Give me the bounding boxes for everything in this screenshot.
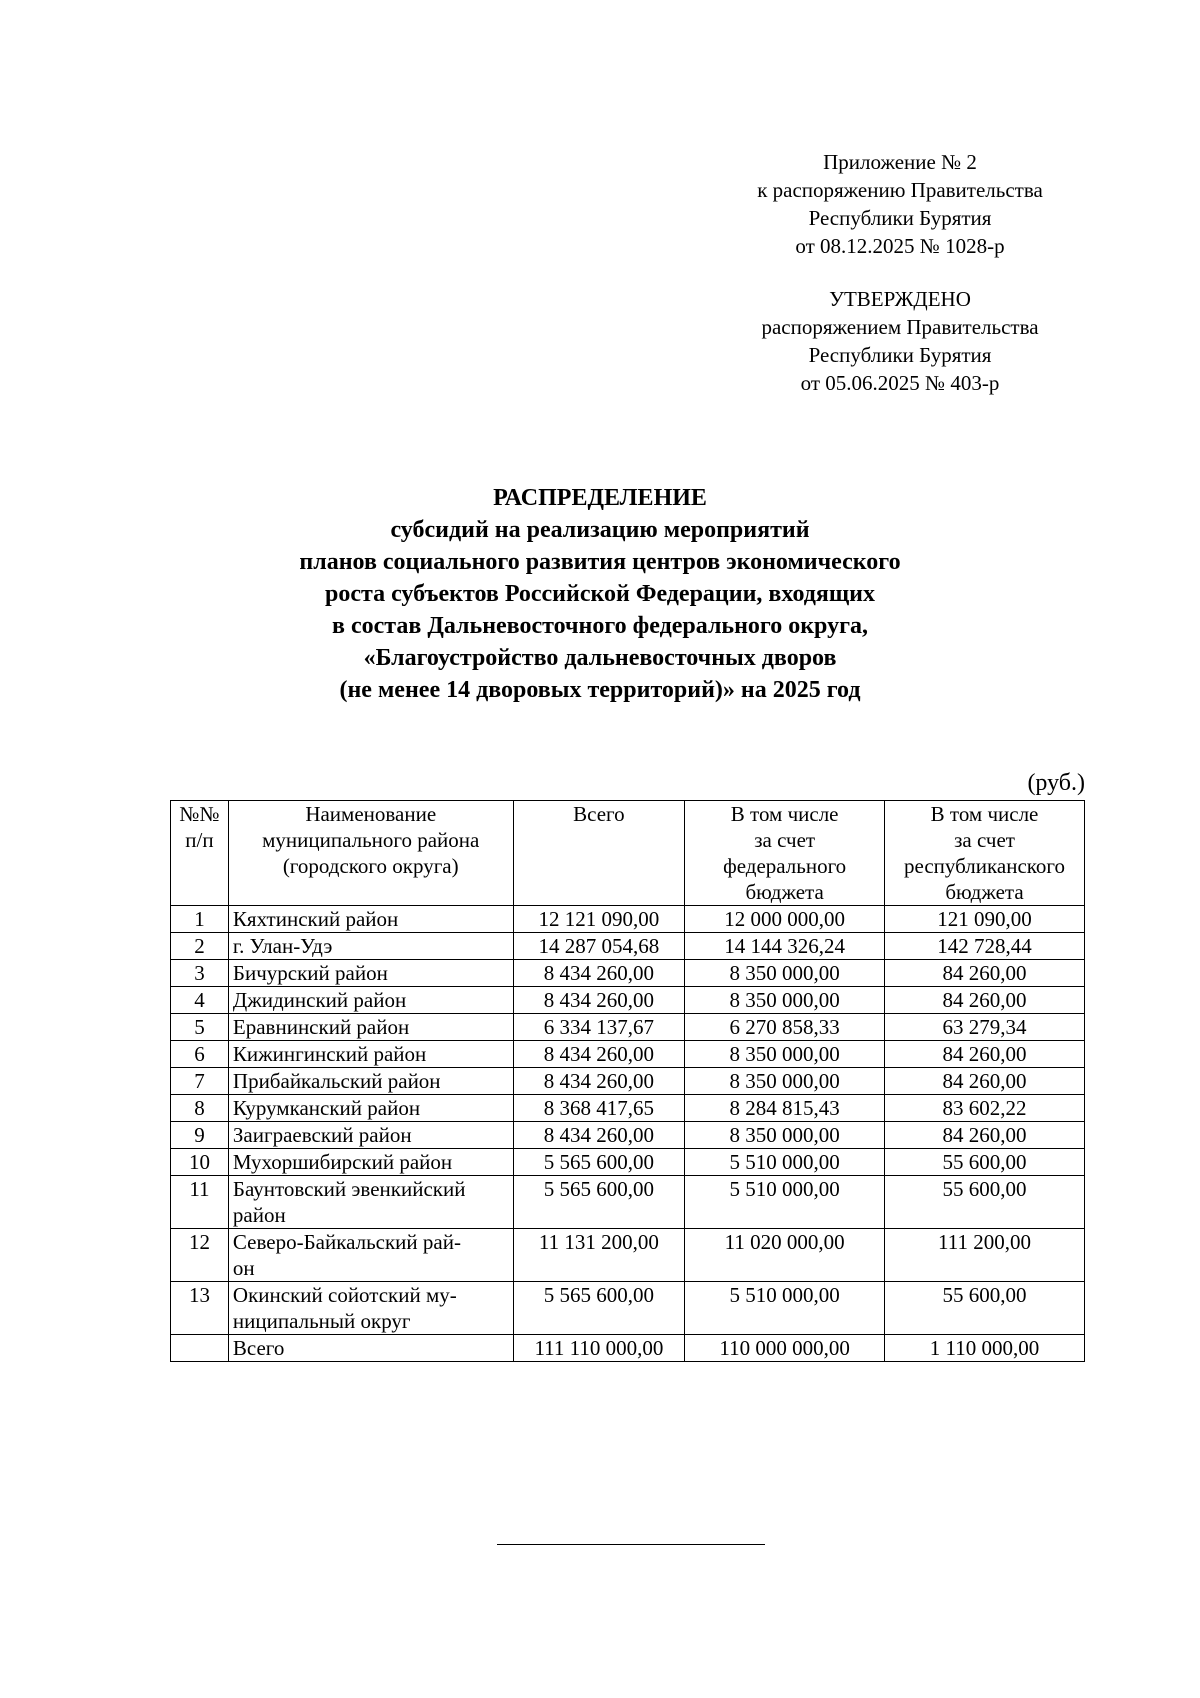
row-federal: 14 144 326,24 [685,933,885,960]
row-republic: 55 600,00 [885,1282,1085,1335]
row-republic: 55 600,00 [885,1176,1085,1229]
row-federal: 12 000 000,00 [685,906,885,933]
row-federal: 11 020 000,00 [685,1229,885,1282]
total-row-republic: 1 110 000,00 [885,1335,1085,1362]
table-row [171,906,1085,933]
row-name: Бичурский район [228,960,513,987]
row-republic: 142 728,44 [885,933,1085,960]
table-row [171,933,1085,960]
header-federal: В том числе за счет федерального бюджета [685,801,885,906]
row-number: 9 [171,1122,229,1149]
table-row [171,987,1085,1014]
row-republic: 84 260,00 [885,1068,1085,1095]
row-republic: 83 602,22 [885,1095,1085,1122]
row-republic: 84 260,00 [885,1041,1085,1068]
row-number: 8 [171,1095,229,1122]
row-republic: 84 260,00 [885,960,1085,987]
row-total: 5 565 600,00 [513,1176,685,1229]
row-republic: 55 600,00 [885,1149,1085,1176]
header-number: №№ п/п [171,801,229,906]
table-row [171,1149,1085,1176]
row-number: 4 [171,987,229,1014]
appendix-line: к распоряжению Правительства [757,178,1043,202]
row-name: Мухоршибирский район [228,1149,513,1176]
row-number: 5 [171,1014,229,1041]
row-total: 8 434 260,00 [513,1041,685,1068]
row-name: Заиграевский район [228,1122,513,1149]
table-row [171,1176,1085,1229]
approved-block [690,285,1110,397]
row-total: 14 287 054,68 [513,933,685,960]
row-name: Курумканский район [228,1095,513,1122]
row-total: 11 131 200,00 [513,1229,685,1282]
row-name: Кижингинский район [228,1041,513,1068]
total-row-federal: 110 000 000,00 [685,1335,885,1362]
header-total: Всего [513,801,685,906]
row-total: 12 121 090,00 [513,906,685,933]
title-line: роста субъектов Российской Федерации, входящих [325,581,875,607]
table-header-row [171,801,1085,906]
table-row [171,1068,1085,1095]
row-name: Джидинский район [228,987,513,1014]
row-republic: 111 200,00 [885,1229,1085,1282]
table-row [171,1122,1085,1149]
header-republic: В том числе за счет республиканского бюджета [885,801,1085,906]
row-name: г. Улан-Удэ [228,933,513,960]
title-line: в состав Дальневосточного федерального округа, [332,613,868,639]
row-number: 11 [171,1176,229,1229]
table-total-row [171,1335,1085,1362]
row-number: 13 [171,1282,229,1335]
row-number: 6 [171,1041,229,1068]
approved-line: УТВЕРЖДЕНО [829,287,971,311]
title-line: РАСПРЕДЕЛЕНИЕ [493,485,707,511]
title-line: планов социального развития центров экономического [299,549,901,575]
row-republic: 84 260,00 [885,987,1085,1014]
row-name: Окинский сойотский му- ниципальный округ [228,1282,513,1335]
table-row [171,960,1085,987]
header-name: Наименование муниципального района (городского округа) [228,801,513,906]
approved-line: Республики Бурятия [808,343,992,367]
document-title [150,482,1050,706]
row-federal: 5 510 000,00 [685,1282,885,1335]
row-republic: 84 260,00 [885,1122,1085,1149]
row-federal: 8 284 815,43 [685,1095,885,1122]
row-federal: 8 350 000,00 [685,1122,885,1149]
currency-unit: (руб.) [1027,770,1085,796]
approved-line: распоряжением Правительства [761,315,1039,339]
title-line: субсидий на реализацию мероприятий [390,517,810,543]
row-total: 5 565 600,00 [513,1282,685,1335]
row-republic: 121 090,00 [885,906,1085,933]
row-number: 2 [171,933,229,960]
row-total: 8 434 260,00 [513,960,685,987]
row-number: 3 [171,960,229,987]
table-row [171,1014,1085,1041]
row-name: Баунтовский эвенкийский район [228,1176,513,1229]
row-republic: 63 279,34 [885,1014,1085,1041]
table-row [171,1229,1085,1282]
row-name: Кяхтинский район [228,906,513,933]
total-row-total: 111 110 000,00 [513,1335,685,1362]
row-total: 8 434 260,00 [513,1068,685,1095]
row-federal: 8 350 000,00 [685,987,885,1014]
row-federal: 6 270 858,33 [685,1014,885,1041]
row-federal: 5 510 000,00 [685,1176,885,1229]
row-total: 8 368 417,65 [513,1095,685,1122]
row-total: 5 565 600,00 [513,1149,685,1176]
appendix-block [690,148,1110,260]
title-line: «Благоустройство дальневосточных дворов [363,645,837,671]
table-row [171,1282,1085,1335]
row-total: 8 434 260,00 [513,1122,685,1149]
row-name: Северо-Байкальский рай- он [228,1229,513,1282]
appendix-line: от 08.12.2025 № 1028-р [795,234,1005,258]
table-row [171,1041,1085,1068]
appendix-line: Приложение № 2 [823,150,977,174]
total-row-number [171,1335,229,1362]
row-number: 1 [171,906,229,933]
row-name: Еравнинский район [228,1014,513,1041]
row-total: 8 434 260,00 [513,987,685,1014]
footer-divider [497,1544,765,1545]
title-line: (не менее 14 дворовых территорий)» на 2025 год [339,677,861,703]
appendix-line: Республики Бурятия [808,206,992,230]
approved-line: от 05.06.2025 № 403-р [800,371,1000,395]
row-number: 10 [171,1149,229,1176]
row-name: Прибайкальский район [228,1068,513,1095]
row-federal: 8 350 000,00 [685,1068,885,1095]
row-federal: 8 350 000,00 [685,960,885,987]
total-row-label: Всего [228,1335,513,1362]
row-total: 6 334 137,67 [513,1014,685,1041]
row-number: 12 [171,1229,229,1282]
distribution-table [170,800,1085,1362]
table-row [171,1095,1085,1122]
row-number: 7 [171,1068,229,1095]
row-federal: 5 510 000,00 [685,1149,885,1176]
row-federal: 8 350 000,00 [685,1041,885,1068]
